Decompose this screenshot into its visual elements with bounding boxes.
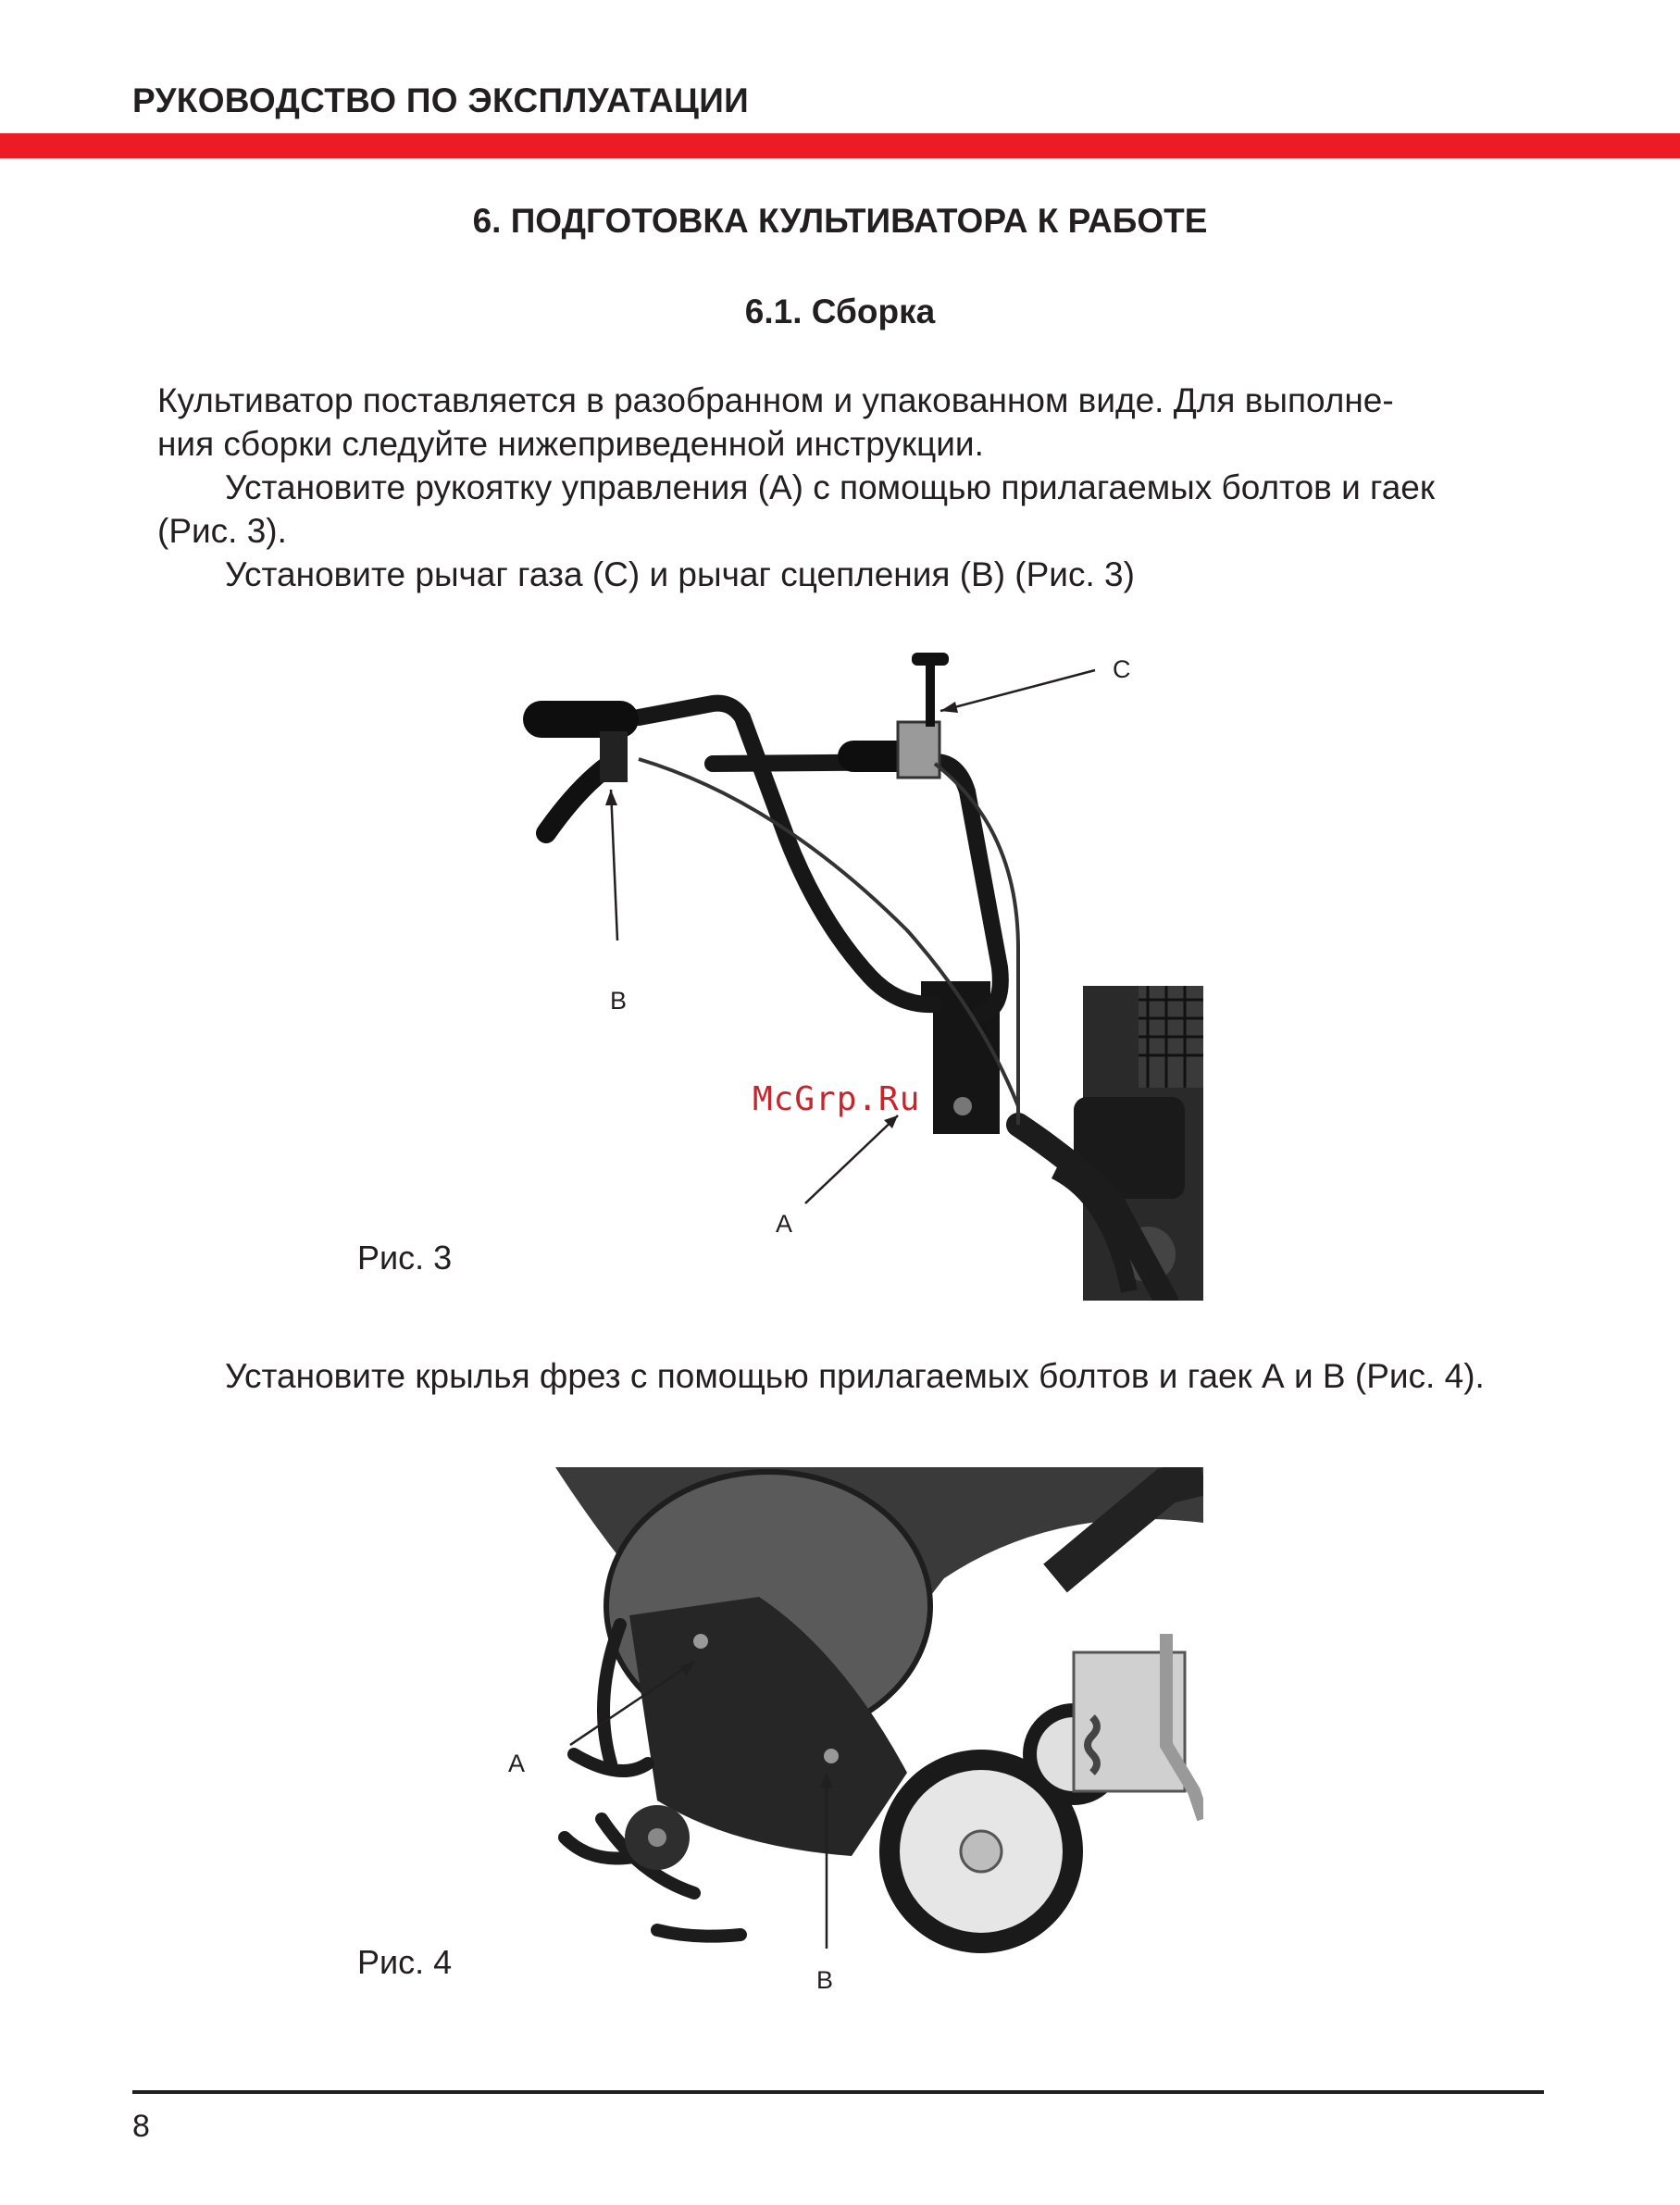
body-text xyxy=(157,379,1523,596)
figure-4-label-b: B xyxy=(816,1966,834,1994)
paragraph-1-line-1: Культиватор поставляется в разобранном и упакованном виде. Для выполне- xyxy=(157,381,1394,419)
footer-rule xyxy=(132,2090,1544,2094)
paragraph-4: Установите крылья фрез с помощью прилагаемых болтов и гаек А и В (Рис. 4). xyxy=(225,1357,1485,1395)
figure-4-caption: Рис. 4 xyxy=(357,1943,453,1981)
watermark: McGrp.Ru xyxy=(753,1080,921,1118)
figure-3-label-b: B xyxy=(610,987,628,1015)
figure-3-label-a: A xyxy=(776,1210,793,1238)
paragraph-3: Установите рычаг газа (С) и рычаг сцепления (В) (Рис. 3) xyxy=(225,555,1135,593)
paragraph-2-line-1: Установите рукоятку управления (А) с помощью прилагаемых болтов и гаек xyxy=(225,468,1436,506)
section-title: 6. ПОДГОТОВКА КУЛЬТИВАТОРА К РАБОТЕ xyxy=(472,202,1208,240)
throttle-lever-body xyxy=(898,722,940,778)
figure-3-caption: Рис. 3 xyxy=(357,1239,453,1277)
page-number: 8 xyxy=(132,2109,150,2144)
figure-4-label-a: A xyxy=(508,1750,526,1777)
header-red-band xyxy=(0,133,1680,158)
paragraph-2-line-2: (Рис. 3). xyxy=(157,512,287,550)
running-header: РУКОВОДСТВО ПО ЭКСПЛУАТАЦИИ xyxy=(132,81,750,119)
figure-3-handlebar-photo xyxy=(500,643,1203,1301)
figure-3-label-c: C xyxy=(1113,655,1131,683)
paragraph-1-line-2: ния сборки следуйте нижеприведенной инструкции. xyxy=(157,425,984,463)
subsection-title: 6.1. Сборка xyxy=(744,293,936,330)
figure-4-tiller-photo xyxy=(537,1467,1203,1958)
